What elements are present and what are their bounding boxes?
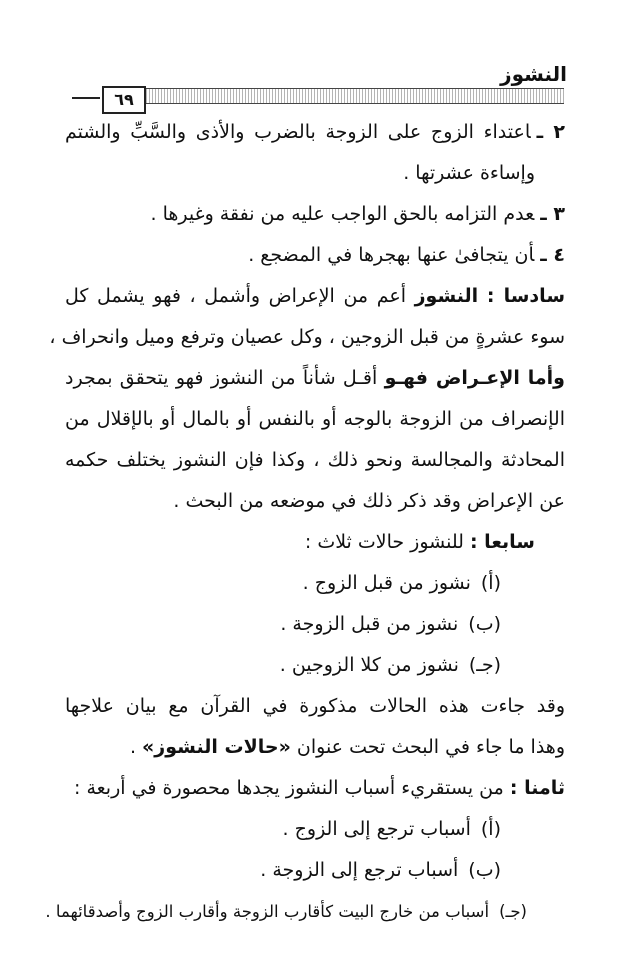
sixth-line-5: المحادثة والمجالسة ونحو ذلك ، وكذا فإن النشوز يختلف حكمه [65,449,565,471]
header-rule-bottom [146,103,564,104]
cases-line-2: وهذا ما جاء في البحث تحت عنوان «حالات النشوز» . [129,736,565,758]
seventh-item-b: (ب)نشوز من قبل الزوجة . [280,613,501,635]
cases-line-1: وقد جاءت هذه الحالات مذكورة في القرآن مع بيان علاجها [65,695,565,717]
sixth-line-1: سادسا : النشوز أعم من الإعراض وأشمل ، فهو يشمل كل [65,285,566,307]
item-2-line-1: ٢ ـاعتداء الزوج على الزوجة بالضرب والأذى والسَّبِّ والشتم [65,121,565,143]
page-number: ٦٩ [102,86,146,114]
sixth-line-4: الإنصراف من الزوجة بالوجه أو بالنفس أو بالمال أو بالإقلال من [65,408,565,430]
eighth-item-c: (جـ)أسباب من خارج البيت كأقارب الزوجة وأقارب الزوج وأصدقائهما . [45,902,527,921]
eighth-item-b: (ب)أسباب ترجع إلى الزوجة . [260,859,501,881]
header-rule-left [72,97,100,99]
header-rule-pattern [146,89,564,103]
eighth-heading: ثامنا : من يستقريء أسباب النشوز يجدها محصورة في أربعة : [74,777,565,799]
item-4: ٤ ـأن يتجافىٰ عنها بهجرها في المضجع . [248,244,565,266]
item-3: ٣ ـعدم التزامه بالحق الواجب عليه من نفقة وغيرها . [150,203,565,225]
eighth-item-a: (أ)أسباب ترجع إلى الزوج . [282,818,501,840]
seventh-item-c: (جـ)نشوز من كلا الزوجين . [279,654,501,676]
running-title: النشوز [500,62,567,86]
page-body [45,112,566,932]
sixth-line-2: سوء عشرةٍ من قبل الزوجين ، وكل عصيان وترفع وميل وانحراف ، [49,326,565,348]
seventh-heading: سابعا : للنشوز حالات ثلاث : [304,531,535,553]
item-2-line-2: وإساءة عشرتها . [403,162,535,184]
sixth-line-6: عن الإعراض وقد ذكر ذلك في موضعه من البحث . [173,490,565,512]
seventh-item-a: (أ)نشوز من قبل الزوج . [302,572,501,594]
sixth-line-3: وأما الإعـراض فهـو أقـل شأناً من النشوز فهو يتحقق بمجرد [65,367,565,389]
